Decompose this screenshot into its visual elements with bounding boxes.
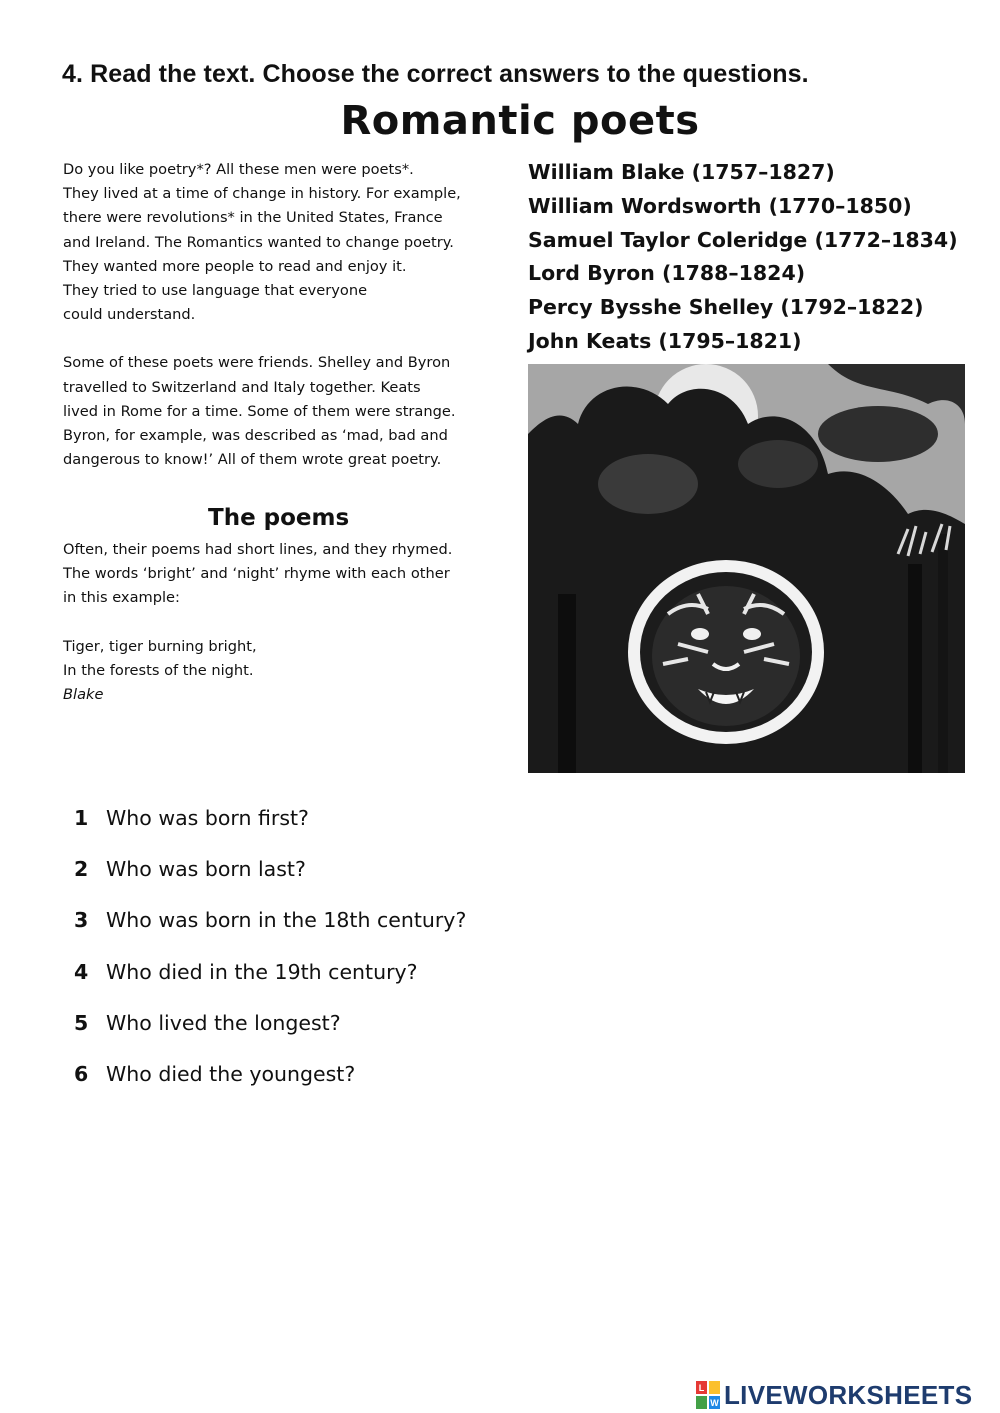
poet-item: John Keats (1795–1821) — [528, 328, 802, 353]
instruction-heading: 4. Read the text. Choose the correct answers to the questions. — [62, 60, 809, 88]
intro-line: They tried to use language that everyone — [63, 282, 368, 300]
logo-letter: L — [698, 1383, 705, 1393]
tiger-illustration — [528, 364, 965, 773]
poems-line: in this example: — [63, 589, 180, 607]
tiger-forest-image — [528, 364, 965, 773]
intro-line: They wanted more people to read and enjoy it. — [63, 257, 407, 275]
question-number: 2 — [74, 857, 89, 882]
poet-item: William Blake (1757–1827) — [528, 160, 835, 184]
verse-line: In the forests of the night. — [63, 661, 254, 679]
intro-line: travelled to Switzerland and Italy together. Keats — [63, 378, 421, 396]
intro-line: there were revolutions* in the United States, France — [63, 209, 443, 227]
question-item — [74, 1011, 674, 1062]
question-text: Who was born in the 18th century? — [106, 908, 467, 933]
intro-line: dangerous to know!’ All of them wrote great poetry. — [63, 451, 442, 469]
question-item — [74, 908, 674, 959]
page-title: Romantic poets — [340, 98, 700, 144]
question-list — [74, 806, 674, 1113]
poet-item: Samuel Taylor Coleridge (1772–1834) — [528, 227, 958, 252]
intro-line: Some of these poets were friends. Shelley and Byron — [63, 354, 451, 372]
tiger-face — [652, 586, 800, 726]
question-item — [74, 806, 674, 857]
intro-line: and Ireland. The Romantics wanted to change poetry. — [63, 233, 454, 251]
question-item — [74, 960, 674, 1011]
poems-line: Often, their poems had short lines, and they rhymed. — [63, 541, 453, 558]
question-number: 3 — [74, 908, 89, 933]
question-text: Who was born first? — [106, 806, 309, 830]
question-item — [74, 1062, 674, 1113]
intro-line: Do you like poetry*? All these men were poets*. — [63, 161, 414, 178]
logo-letter: W — [710, 1398, 719, 1408]
question-item — [74, 857, 674, 908]
poems-heading: The poems — [208, 505, 350, 531]
poet-item: Percy Bysshe Shelley (1792–1822) — [528, 295, 924, 320]
poems-line: The words ‘bright’ and ‘night’ rhyme with each other — [63, 565, 450, 583]
question-text: Who died the youngest? — [106, 1061, 356, 1086]
intro-line: could understand. — [63, 306, 196, 324]
question-number: 5 — [74, 1010, 89, 1035]
question-text: Who was born last? — [106, 857, 306, 882]
poet-item: Lord Byron (1788–1824) — [528, 261, 806, 286]
brand-name: LIVEWORKSHEETS — [724, 1379, 973, 1410]
intro-line: Byron, for example, was described as ‘mad, bad and — [63, 427, 448, 445]
intro-line: They lived at a time of change in history. For example, — [63, 185, 461, 203]
question-number: 4 — [74, 959, 89, 984]
question-text: Who lived the longest? — [106, 1010, 341, 1035]
verse-author: Blake — [63, 686, 104, 704]
liveworksheets-brand[interactable] — [696, 1378, 972, 1412]
poet-item: William Wordsworth (1770–1850) — [528, 193, 912, 218]
question-text: Who died in the 19th century? — [106, 959, 418, 984]
poet-list — [528, 156, 988, 359]
intro-line: lived in Rome for a time. Some of them were strange. — [63, 402, 456, 420]
liveworksheets-logo-icon — [696, 1381, 720, 1409]
poems-text — [63, 538, 513, 707]
intro-text — [63, 158, 513, 472]
question-number: 6 — [74, 1061, 89, 1086]
question-number: 1 — [74, 806, 89, 830]
verse-line: Tiger, tiger burning bright, — [63, 637, 257, 655]
